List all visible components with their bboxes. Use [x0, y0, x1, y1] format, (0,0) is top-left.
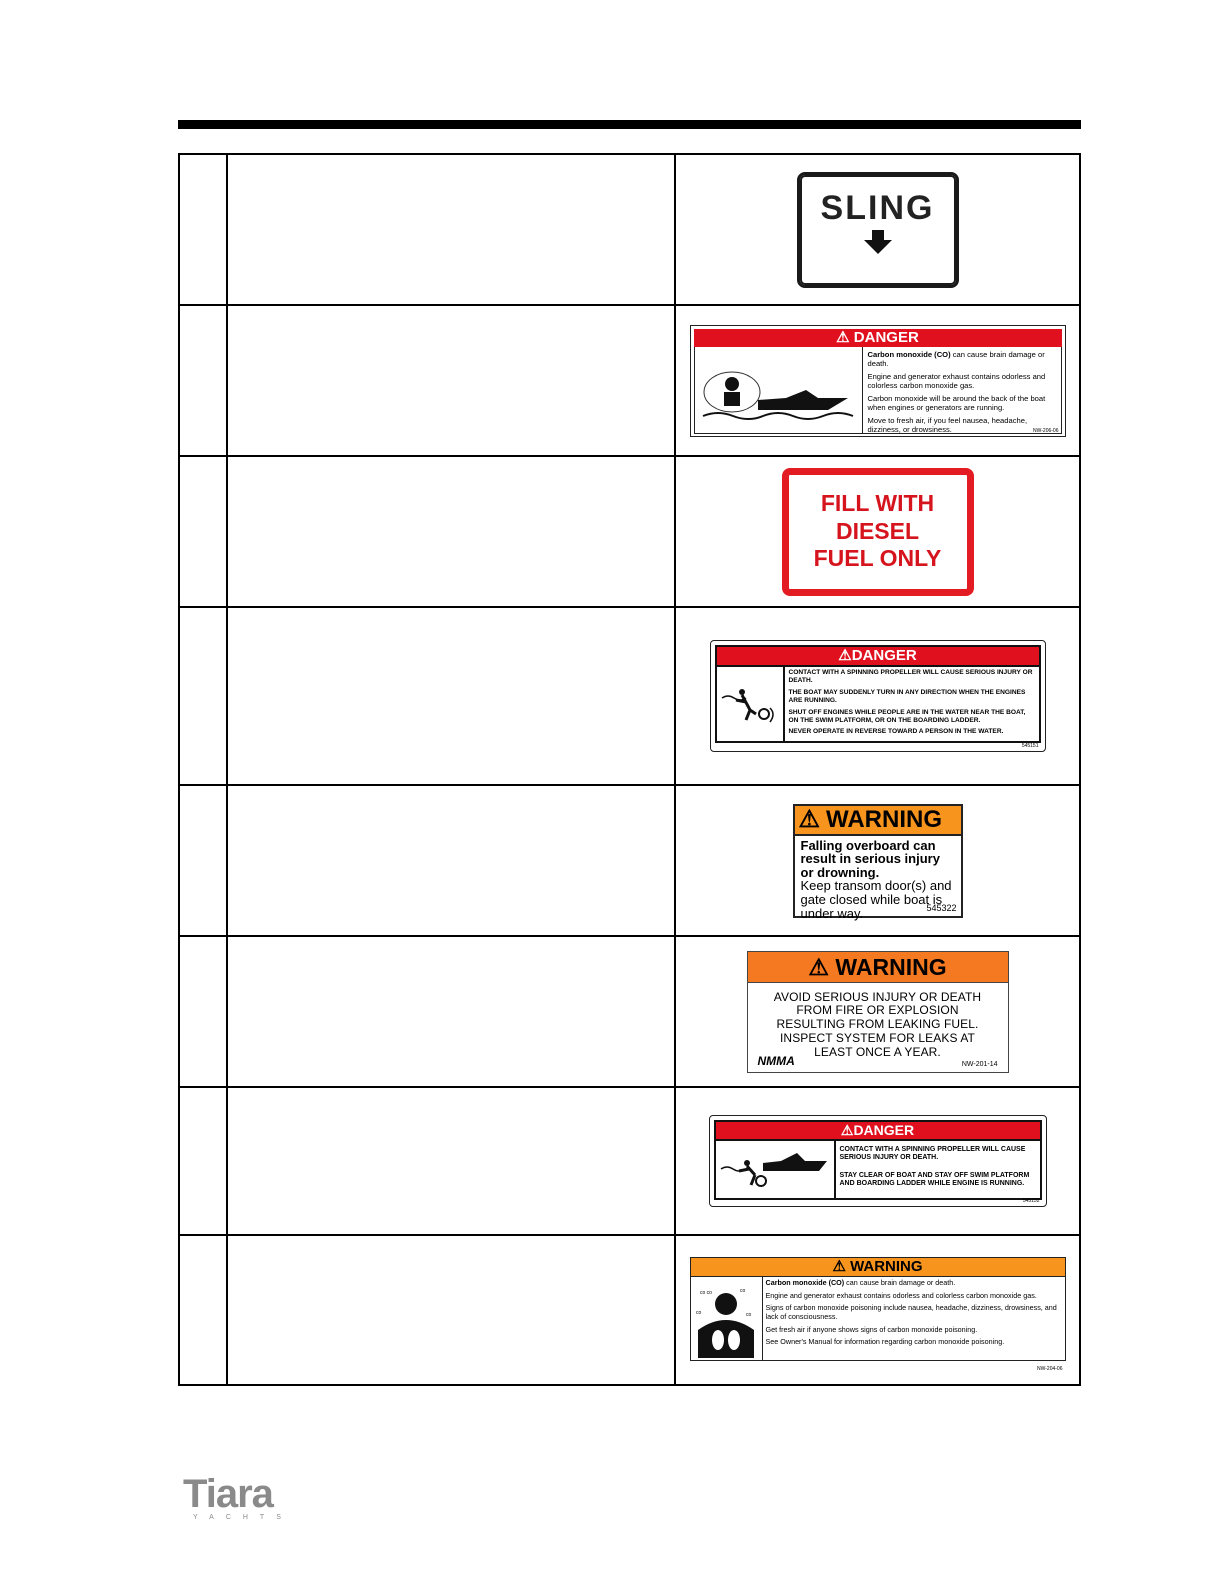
label-image-cell [676, 608, 1079, 784]
description-cell [228, 786, 676, 935]
description-cell [228, 937, 676, 1086]
warning-triangle-icon: ⚠ [808, 953, 836, 980]
warning-triangle-icon: ⚠ [832, 1258, 851, 1275]
sling-text: SLING [820, 188, 935, 227]
label-image-cell [676, 937, 1079, 1086]
co-poisoning-pictogram [691, 1277, 763, 1361]
danger-header: ⚠DANGER [717, 647, 1039, 665]
label-code: NW-206-06 [1033, 427, 1059, 434]
description-cell [228, 608, 676, 784]
svg-text:co: co [740, 1288, 746, 1294]
boat-propeller-pictogram [716, 1141, 836, 1200]
warning-co-text: Carbon monoxide (CO) can cause brain damage or death. Engine and generator exhaust contains odorless and colorless carbon monoxide gas. Signs of carbon monoxide poisoning include nausea, headache, dizziness, drowsiness, and lack of consciousness. Get fresh air if anyone shows signs of carbon monoxide poisoning. See Owner's Manual for information regarding carbon monoxide poisoning. [765, 1278, 1057, 1347]
svg-text:co: co [696, 1310, 702, 1316]
label-code: 545152 [1022, 1198, 1040, 1204]
label-code: 545322 [926, 903, 957, 914]
warning-triangle-icon: ⚠ [840, 1122, 854, 1138]
table-row [180, 457, 1079, 608]
warning-triangle-icon: ⚠ [836, 328, 854, 346]
label-code: NW-204-06 [1037, 1366, 1063, 1372]
number-cell [180, 608, 228, 784]
danger-propeller-label [710, 640, 1046, 752]
label-image-cell [676, 1088, 1079, 1234]
number-cell [180, 155, 228, 304]
svg-text:co: co [746, 1312, 752, 1318]
danger-propeller-text: CONTACT WITH A SPINNING PROPELLER WILL CAUSE SERIOUS INJURY OR DEATH. THE BOAT MAY SUDDENLY TURN IN ANY DIRECTION WHEN THE ENGINES ARE RUNNING. SHUT OFF ENGINES WHILE PEOPLE ARE IN THE WATER NEAR THE BOAT, ON THE SWIM PLATFORM, OR ON THE BOARDING LADDER. NEVER OPERATE IN REVERSE TOWARD A PERSON IN THE WATER. [788, 669, 1033, 736]
warning-header: ⚠ WARNING [691, 1258, 1065, 1277]
danger-header: ⚠DANGER [716, 1122, 1040, 1139]
nmma-logo: NMMA [757, 1053, 795, 1068]
warning-triangle-icon: ⚠ [798, 806, 821, 833]
label-code: NW-201-14 [961, 1060, 998, 1068]
label-image-cell [676, 457, 1079, 606]
svg-text:co co: co co [700, 1290, 712, 1296]
danger-platform-text: CONTACT WITH A SPINNING PROPELLER WILL CAUSE SERIOUS INJURY OR DEATH. STAY CLEAR OF BOAT AND STAY OFF SWIM PLATFORM AND BOARDING LADDER WHILE ENGINE IS RUNNING. [839, 1146, 1030, 1188]
danger-platform-label [709, 1115, 1047, 1207]
warning-fuel-label [747, 951, 1009, 1073]
description-cell [228, 457, 676, 606]
label-image-cell [676, 306, 1079, 455]
warning-co-label [687, 1254, 1069, 1372]
number-cell [180, 786, 228, 935]
danger-co-label [690, 325, 1066, 437]
table-row [180, 155, 1079, 306]
description-cell [228, 155, 676, 304]
label-image-cell [676, 786, 1079, 935]
description-cell [228, 1088, 676, 1234]
boat-exhaust-pictogram [695, 347, 863, 433]
number-cell [180, 457, 228, 606]
warning-header: ⚠ WARNING [795, 806, 961, 836]
diesel-fuel-label: FILL WITH DIESEL FUEL ONLY [782, 468, 974, 596]
number-cell [180, 937, 228, 1086]
description-cell [228, 1236, 676, 1384]
warning-fuel-text: AVOID SERIOUS INJURY OR DEATH FROM FIRE OR EXPLOSION RESULTING FROM LEAKING FUEL. INSPECT SYSTEM FOR LEAKS AT LEAST ONCE A YEAR. [773, 989, 982, 1059]
danger-header: ⚠ DANGER [694, 329, 1062, 347]
number-cell [180, 1236, 228, 1384]
warning-overboard-label: ⚠ WARNING Falling overboard can result in serious injury or drowning. Keep transom door(s) and gate closed while boat is under way. 545322 [793, 804, 963, 918]
sling-label [797, 172, 959, 288]
table-row [180, 1236, 1079, 1384]
number-cell [180, 1088, 228, 1234]
warning-triangle-icon: ⚠ [838, 647, 852, 664]
table-row [180, 786, 1079, 937]
labels-table [178, 153, 1081, 1386]
header-rule [178, 120, 1081, 129]
label-image-cell [676, 155, 1079, 304]
arrow-down-icon [864, 240, 892, 254]
description-cell [228, 306, 676, 455]
swimmer-propeller-pictogram [717, 667, 785, 743]
table-row [180, 608, 1079, 786]
label-code: 545151 [1021, 743, 1039, 749]
number-cell [180, 306, 228, 455]
table-row [180, 306, 1079, 457]
label-image-cell [676, 1236, 1079, 1384]
table-row [180, 1088, 1079, 1236]
tiara-yachts-logo: Tiara YACHTS [183, 1472, 293, 1521]
danger-co-text: Carbon monoxide (CO) can cause brain damage or death. Engine and generator exhaust contains odorless and colorless carbon monoxide gas. Carbon monoxide will be around the back of the boat when engines or generators are running. Move to fresh air, if you feel nausea, headache, dizziness, or drowsiness. [867, 349, 1046, 435]
table-row [180, 937, 1079, 1088]
warning-header: ⚠ WARNING [748, 952, 1008, 983]
